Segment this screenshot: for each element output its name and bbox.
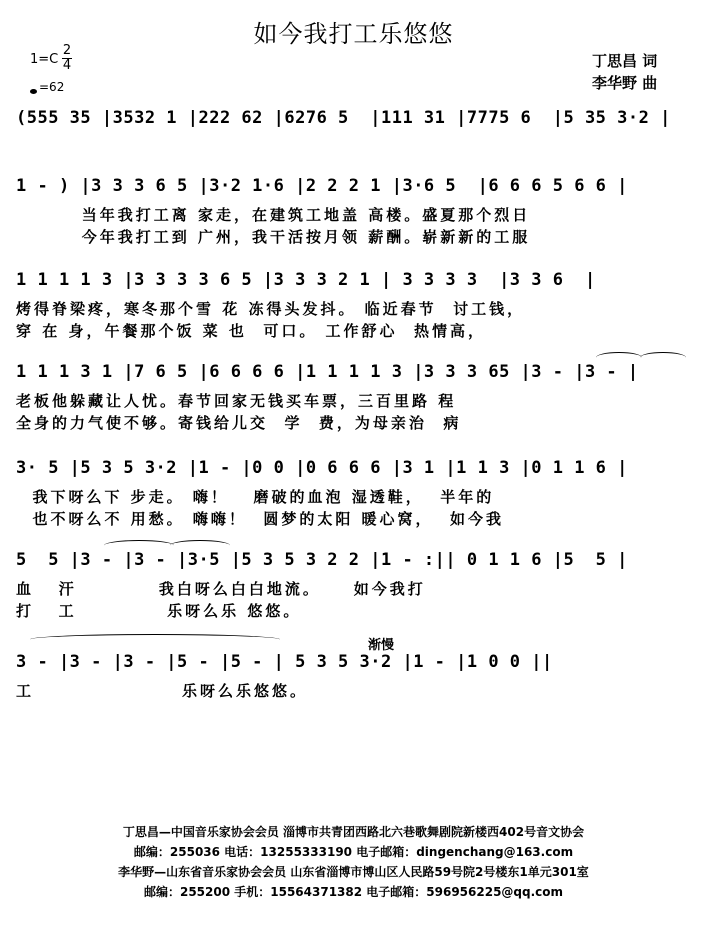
lyric2-line-5: 也不呀么不 用愁。 嗨嗨！ 圆梦的太阳 暖心窝， 如今我 (16, 510, 505, 528)
lyric1-line-2: 当年我打工离 家走，在建筑工地盖 高楼。盛夏那个烈日 (16, 206, 531, 224)
notes-line-3: 1 1 1 1 3 |3 3 3 3 6 5 |3 3 3 2 1 | 3 3 3 3 |3 3 6 | (16, 270, 596, 290)
time-denominator: 4 (62, 58, 72, 73)
tie-arc (640, 352, 686, 363)
lyric2-line-3: 穿 在 身，午餐那个饭 菜 也 可口。 工作舒心 热情高， (16, 322, 487, 340)
tie-arc (596, 352, 642, 363)
time-signature (62, 44, 72, 73)
key-signature: 1=C (30, 52, 59, 67)
song-title: 如今我打工乐悠悠 (253, 20, 454, 48)
ritardando-mark: 渐慢 (368, 638, 395, 653)
notes-line-7: 3 - |3 - |3 - |5 - |5 - | 5 3 5 3·2 |1 - |1 0 0 || (16, 652, 553, 672)
notes-line-2: 1 - ) |3 3 3 6 5 |3·2 1·6 |2 2 2 1 |3·6 5 |6 6 6 5 6 6 | (16, 176, 628, 196)
lyric2-line-4: 全身的力气使不够。寄钱给儿交 学 费，为母亲治 病 (16, 414, 462, 432)
tie-arc (170, 540, 230, 551)
lyric1-line-7: 工 乐呀么乐悠悠。 (16, 682, 308, 700)
lyric2-line-2: 今年我打工到 广州，我干活按月领 薪酬。崭新新的工服 (16, 228, 531, 246)
quarter-note-icon (30, 89, 37, 94)
footer-info (0, 822, 707, 902)
time-numerator: 2 (62, 43, 72, 58)
lyric1-line-4: 老板他躲藏让人忧。春节回家无钱买车票，三百里路 程 (16, 392, 457, 410)
lyric1-line-6: 血 汗 我白呀么白白地流。 如今我打 (16, 580, 426, 598)
footer-line-3: 李华野—山东省音乐家协会会员 山东省淄博市博山区人民路59号院2号楼东1单元301室 (118, 865, 589, 879)
tie-arc (30, 634, 280, 645)
tie-arc (104, 540, 174, 551)
tempo-value: =62 (39, 80, 65, 94)
footer-line-1: 丁思昌—中国音乐家协会会员 淄博市共青团西路北六巷歌舞剧院新楼西402号音文协会 (122, 825, 585, 839)
footer-line-4: 邮编：255200 手机：15564371382 电子邮箱：596956225@qq.com (143, 885, 564, 899)
notes-line-4: 1 1 1 3 1 |7 6 5 |6 6 6 6 |1 1 1 1 3 |3 3 3 65 |3 - |3 - | (16, 362, 639, 382)
lyricist-credit: 丁思昌 词 (592, 52, 658, 70)
composer-credit: 李华野 曲 (592, 74, 658, 92)
notes-line-1: (555 35 |3532 1 |222 62 |6276 5 |111 31 |7775 6 |5 35 3·2 | (16, 108, 671, 128)
lyric1-line-3: 烤得脊梁疼，寒冬那个雪 花 冻得头发抖。 临近春节 讨工钱， (16, 300, 526, 318)
notes-line-6: 5 5 |3 - |3 - |3·5 |5 3 5 3 2 2 |1 - :|| 0 1 1 6 |5 5 | (16, 550, 628, 570)
tempo-mark (30, 80, 64, 94)
notes-line-5: 3· 5 |5 3 5 3·2 |1 - |0 0 |0 6 6 6 |3 1 |1 1 3 |0 1 1 6 | (16, 458, 628, 478)
lyric1-line-5: 我下呀么下 步走。 嗨！ 磨破的血泡 湿透鞋， 半年的 (16, 488, 495, 506)
lyric2-line-6: 打 工 乐呀么乐 悠悠。 (16, 602, 302, 620)
footer-line-2: 邮编：255036 电话：13255333190 电子邮箱：dingenchang@163.com (133, 845, 574, 859)
